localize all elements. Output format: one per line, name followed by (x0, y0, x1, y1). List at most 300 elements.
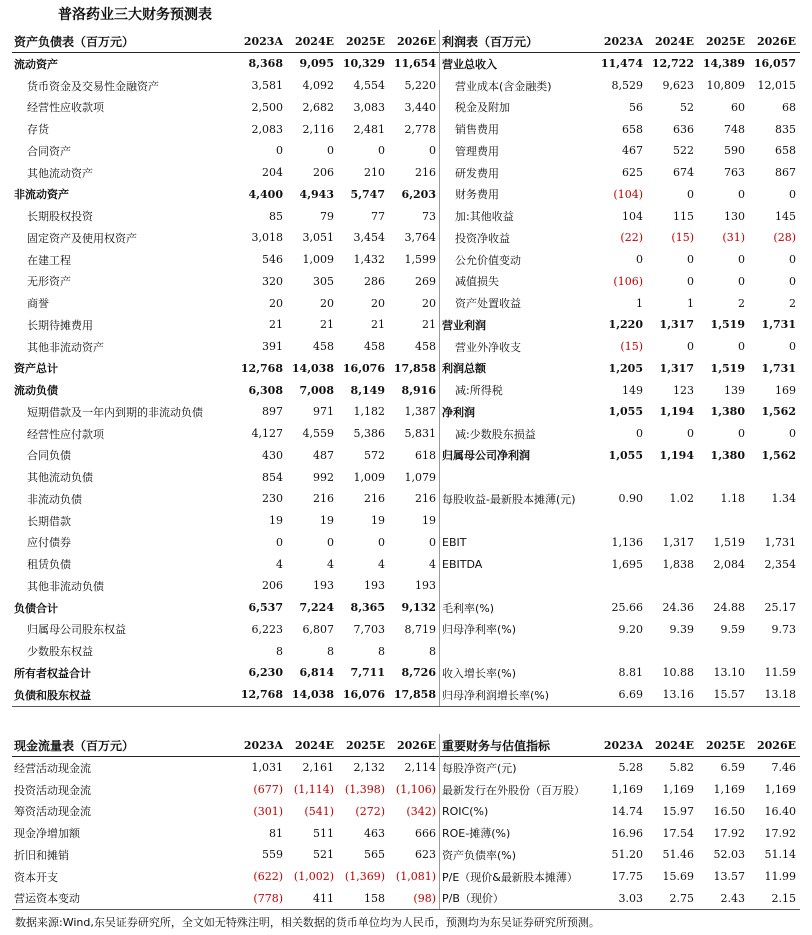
income-statement-cell (596, 466, 647, 488)
income-statement-cell: 0 (738, 427, 745, 441)
income-statement-row (440, 640, 800, 662)
cash-flow-cell: (1,106) (395, 783, 436, 797)
key-ratios-cell: 2.15 (771, 891, 796, 905)
key-ratios-cell: 14.74 (611, 804, 643, 818)
balance-sheet-row (12, 227, 440, 249)
cash-flow-table (12, 734, 440, 909)
balance-sheet-cell: 17,858 (393, 688, 436, 702)
key-ratios-cell: 1,169 (662, 783, 694, 797)
income-statement-cell: 0 (789, 274, 796, 288)
income-statement-cell (596, 575, 647, 597)
cash-flow-cell: 158 (364, 891, 385, 905)
income-statement-cell: 8,529 (611, 79, 643, 93)
balance-sheet-row (12, 336, 440, 358)
balance-sheet-row-label: 流动资产 (14, 57, 58, 71)
cash-flow-cell: 565 (364, 848, 385, 862)
balance-sheet-cell: 206 (313, 166, 334, 180)
balance-sheet-row-label: 非流动负债 (27, 492, 82, 506)
income-statement-row-label: 减:所得税 (455, 384, 503, 398)
income-statement-cell: 1,562 (761, 448, 796, 462)
income-statement-cell (749, 575, 800, 597)
income-statement-row-label: 营业外净收支 (455, 340, 521, 354)
income-statement-row-label: 财务费用 (455, 188, 499, 202)
balance-sheet-cell: 19 (422, 514, 436, 528)
key-ratios-cell: 5.82 (669, 761, 694, 775)
balance-sheet-cell: 1,432 (353, 253, 385, 267)
balance-sheet-cell: 2,778 (404, 122, 436, 136)
income-statement-cell: 13.16 (662, 688, 694, 702)
income-statement-cell: 1,317 (659, 318, 694, 332)
balance-sheet-row (12, 53, 440, 75)
column-divider-top (439, 30, 440, 706)
balance-sheet-row-label: 长期待摊费用 (27, 318, 93, 332)
income-statement-cell: 14,389 (702, 57, 745, 71)
balance-sheet-cell: 3,440 (404, 100, 436, 114)
income-statement-row (440, 271, 800, 293)
balance-sheet-cell: 9,095 (299, 57, 334, 71)
income-statement-row (440, 314, 800, 336)
balance-sheet-cell: 6,230 (248, 666, 283, 680)
key-ratios-cell: 17.92 (764, 826, 796, 840)
cash-flow-row (12, 822, 440, 844)
income-statement-cell: 24.36 (662, 601, 694, 615)
balance-sheet-row-label: 无形资产 (27, 275, 71, 289)
balance-sheet-row (12, 271, 440, 293)
income-statement-cell: 10,809 (706, 79, 745, 93)
balance-sheet-cell: 4 (429, 557, 436, 571)
balance-sheet-row (12, 118, 440, 140)
income-statement-cell: 467 (622, 144, 643, 158)
income-statement-cell: 1,220 (608, 318, 643, 332)
cash-flow-cell: (622) (253, 870, 283, 884)
income-statement-cell: 658 (775, 144, 796, 158)
income-statement-cell: 0 (789, 187, 796, 201)
balance-sheet-cell: 430 (262, 448, 283, 462)
cash-flow-cell: 2,114 (404, 761, 436, 775)
income-statement-row-label: 资产处置收益 (455, 297, 521, 311)
income-statement-cell: 115 (673, 209, 694, 223)
balance-sheet-cell: 7,224 (299, 601, 334, 615)
cash-flow-row (12, 757, 440, 779)
cash-flow-row (12, 844, 440, 866)
income-statement-cell: 1,194 (659, 405, 694, 419)
income-statement-cell: 68 (782, 100, 796, 114)
cash-flow-header-title: 现金流量表（百万元） (12, 734, 236, 757)
balance-sheet-cell: 4,127 (251, 427, 283, 441)
income-statement-cell: 1,731 (761, 361, 796, 375)
key-ratios-cell: 51.14 (764, 848, 796, 862)
key-ratios-year-header: 2025E (698, 734, 749, 757)
income-statement-cell: 1,731 (761, 318, 796, 332)
income-statement-cell: (15) (620, 340, 643, 354)
income-statement-cell: 2 (789, 296, 796, 310)
income-statement-cell: 1 (636, 296, 643, 310)
income-statement-cell: 658 (622, 122, 643, 136)
income-statement-row (440, 401, 800, 423)
income-statement-cell (698, 466, 749, 488)
income-statement-cell: 1,731 (764, 535, 796, 549)
key-ratios-cell: 16.96 (611, 826, 643, 840)
balance-sheet-row-label: 归属母公司股东权益 (27, 623, 126, 637)
income-statement-row-label: 归母净利率(%) (442, 623, 517, 637)
income-statement-row-label (440, 640, 596, 662)
cash-flow-row-label: 资本开支 (14, 870, 58, 884)
balance-sheet-row-label: 其他非流动负债 (27, 579, 104, 593)
income-statement-cell: 0 (789, 253, 796, 267)
balance-sheet-cell: 8,726 (401, 666, 436, 680)
income-statement-cell: 60 (731, 100, 745, 114)
income-statement-cell: 1,205 (608, 361, 643, 375)
balance-sheet-cell: 572 (364, 448, 385, 462)
balance-sheet-row-label: 其他流动负债 (27, 471, 93, 485)
balance-sheet-cell: 4,554 (353, 79, 385, 93)
cash-flow-row (12, 779, 440, 801)
income-statement-cell: 590 (724, 144, 745, 158)
balance-sheet-cell: 0 (276, 144, 283, 158)
balance-sheet-cell: 305 (313, 274, 334, 288)
balance-sheet-row-label: 商誉 (27, 297, 49, 311)
balance-sheet-cell: 17,858 (393, 361, 436, 375)
income-statement-row (440, 53, 800, 75)
income-statement-cell: 12,722 (651, 57, 694, 71)
cash-flow-cell: (778) (253, 891, 283, 905)
balance-sheet-row (12, 379, 440, 401)
income-statement-row-label: 归属母公司净利润 (442, 449, 530, 463)
balance-sheet-cell: 971 (313, 405, 334, 419)
income-statement-cell: 674 (673, 166, 694, 180)
balance-sheet-cell: 3,454 (353, 231, 385, 245)
income-statement-row-label: 减:少数股东损益 (455, 427, 536, 441)
income-statement-cell: 0 (687, 187, 694, 201)
balance-sheet-cell: 6,807 (302, 622, 334, 636)
balance-sheet-cell: 9,132 (401, 601, 436, 615)
key-ratios-cell: 2.43 (720, 891, 745, 905)
balance-sheet-cell: 6,203 (401, 187, 436, 201)
cash-flow-year-header: 2025E (338, 734, 389, 757)
balance-sheet-row (12, 205, 440, 227)
cash-flow-cell: 511 (313, 826, 334, 840)
income-statement-cell: 1.18 (720, 492, 745, 506)
cash-flow-row (12, 866, 440, 888)
balance-sheet-cell: 21 (320, 318, 334, 332)
balance-sheet-cell: 20 (269, 296, 283, 310)
income-statement-cell: 1,695 (611, 557, 643, 571)
balance-sheet-row-label: 租赁负债 (27, 558, 71, 572)
cash-flow-row-label: 营运资本变动 (14, 892, 80, 906)
income-statement-header-row (440, 30, 800, 53)
key-ratios-year-header: 2026E (749, 734, 800, 757)
income-statement-row-label: 管理费用 (455, 144, 499, 158)
income-statement-cell: (28) (773, 231, 796, 245)
income-statement-row (440, 292, 800, 314)
balance-sheet-cell: 2,481 (353, 122, 385, 136)
income-statement-cell: 0 (687, 340, 694, 354)
balance-sheet-row-label: 经营性应收款项 (27, 101, 104, 115)
income-statement-cell: 149 (622, 383, 643, 397)
balance-sheet-row-label: 合同负债 (27, 449, 71, 463)
cash-flow-cell: (342) (406, 804, 436, 818)
income-statement-cell: (106) (613, 274, 643, 288)
balance-sheet-cell: 0 (327, 535, 334, 549)
income-statement-year-header: 2026E (749, 30, 800, 53)
income-statement-cell (647, 640, 698, 662)
income-statement-row (440, 358, 800, 380)
balance-sheet-cell: 992 (313, 470, 334, 484)
balance-sheet-cell: 20 (320, 296, 334, 310)
cash-flow-row-label: 折旧和摊销 (14, 848, 69, 862)
balance-sheet-cell: 6,308 (248, 383, 283, 397)
cash-flow-year-header: 2026E (389, 734, 440, 757)
key-ratios-row (440, 888, 800, 910)
cash-flow-row-label: 筹资活动现金流 (14, 805, 91, 819)
key-ratios-row-label: 资产负债率(%) (442, 848, 517, 862)
balance-sheet-cell: 5,831 (404, 427, 436, 441)
balance-sheet-cell: 8 (429, 644, 436, 658)
cash-flow-cell: 411 (313, 891, 334, 905)
income-statement-cell: 1,194 (659, 448, 694, 462)
cash-flow-cell: (1,081) (395, 870, 436, 884)
balance-sheet-cell: 193 (415, 579, 436, 593)
balance-sheet-row (12, 510, 440, 532)
income-statement-cell: 9.59 (720, 622, 745, 636)
balance-sheet-cell: 193 (364, 579, 385, 593)
cash-flow-year-header: 2023A (236, 734, 287, 757)
income-statement-cell: 748 (724, 122, 745, 136)
income-statement-cell (698, 640, 749, 662)
key-ratios-row-label: ROE-摊薄(%) (442, 827, 511, 841)
balance-sheet-cell: 12,768 (240, 361, 283, 375)
balance-sheet-row (12, 684, 440, 706)
balance-sheet-cell: 3,051 (302, 231, 334, 245)
income-statement-cell: 13.10 (713, 666, 745, 680)
balance-sheet-cell: 79 (320, 209, 334, 223)
income-statement-cell: 130 (724, 209, 745, 223)
cash-flow-cell: (1,002) (293, 870, 334, 884)
cash-flow-cell: 2,132 (353, 761, 385, 775)
income-statement-cell: 522 (673, 144, 694, 158)
income-statement-cell: 0 (738, 274, 745, 288)
balance-sheet-row (12, 75, 440, 97)
income-statement-cell: 2 (738, 296, 745, 310)
income-statement-cell: 867 (775, 166, 796, 180)
balance-sheet-cell: 16,076 (342, 361, 385, 375)
income-statement-cell (647, 575, 698, 597)
income-statement-year-header: 2023A (596, 30, 647, 53)
income-statement-row-label: 利润总额 (442, 362, 486, 376)
cash-flow-cell: 1,031 (251, 761, 283, 775)
cash-flow-row (12, 888, 440, 910)
balance-sheet-cell: 6,537 (248, 601, 283, 615)
income-statement-row (440, 379, 800, 401)
balance-sheet-row (12, 249, 440, 271)
cash-flow-cell: (1,114) (293, 783, 334, 797)
income-statement-year-header: 2024E (647, 30, 698, 53)
balance-sheet-cell: 0 (327, 144, 334, 158)
income-statement-cell: 1,562 (761, 405, 796, 419)
balance-sheet-row (12, 575, 440, 597)
income-statement-row (440, 162, 800, 184)
balance-sheet-cell: 230 (262, 492, 283, 506)
cash-flow-cell: 623 (415, 848, 436, 862)
balance-sheet-cell: 216 (415, 166, 436, 180)
income-statement-cell (749, 510, 800, 532)
balance-sheet-cell: 4 (276, 557, 283, 571)
income-statement-cell: 1,519 (710, 361, 745, 375)
income-statement-cell: 25.66 (611, 601, 643, 615)
balance-sheet-year-header: 2025E (338, 30, 389, 53)
income-statement-cell: 2,084 (713, 557, 745, 571)
key-ratios-row-label: P/B（现价） (442, 892, 504, 906)
income-statement-cell: 9,623 (662, 79, 694, 93)
balance-sheet-cell: 8,368 (248, 57, 283, 71)
balance-sheet-cell: 1,387 (404, 405, 436, 419)
income-statement-row (440, 227, 800, 249)
income-statement-cell (749, 640, 800, 662)
balance-sheet-cell: 391 (262, 340, 283, 354)
income-statement-row-label: 营业利润 (442, 318, 486, 332)
income-statement-cell: 0 (687, 274, 694, 288)
balance-sheet-cell: 7,703 (353, 622, 385, 636)
income-statement-cell: (31) (722, 231, 745, 245)
balance-sheet-cell: 14,038 (291, 361, 334, 375)
income-statement-cell: 104 (622, 209, 643, 223)
balance-sheet-cell: 2,682 (302, 100, 334, 114)
income-statement-cell: 8.81 (618, 666, 643, 680)
balance-sheet-row-label: 经营性应付款项 (27, 427, 104, 441)
balance-sheet-cell: 216 (415, 492, 436, 506)
key-ratios-cell: 15.69 (662, 870, 694, 884)
balance-sheet-cell: 0 (276, 535, 283, 549)
balance-sheet-row (12, 619, 440, 641)
balance-sheet-cell: 3,083 (353, 100, 385, 114)
income-statement-row-label: 营业总收入 (442, 57, 497, 71)
income-statement-cell: 1.02 (669, 492, 694, 506)
income-statement-cell: 12,015 (757, 79, 796, 93)
income-statement-row-label: 公允价值变动 (455, 253, 521, 267)
income-statement-row (440, 336, 800, 358)
balance-sheet-cell: 897 (262, 405, 283, 419)
balance-sheet-row-label: 其他非流动资产 (27, 340, 104, 354)
balance-sheet-row-label: 流动负债 (14, 384, 58, 398)
balance-sheet-cell: 3,764 (404, 231, 436, 245)
income-statement-row-label: 加:其他收益 (455, 210, 514, 224)
balance-sheet-row-label: 长期股权投资 (27, 210, 93, 224)
income-statement-cell: 0 (738, 187, 745, 201)
key-ratios-cell: 16.40 (764, 804, 796, 818)
balance-sheet-row-label: 应付债券 (27, 536, 71, 550)
income-statement-cell: 139 (724, 383, 745, 397)
income-statement-cell (647, 466, 698, 488)
balance-sheet-row-label: 负债和股东权益 (14, 688, 91, 702)
income-statement-row (440, 249, 800, 271)
key-ratios-table (440, 734, 800, 909)
key-ratios-cell: 16.50 (713, 804, 745, 818)
income-statement-row-label: 净利润 (442, 405, 475, 419)
balance-sheet-cell: 14,038 (291, 688, 334, 702)
key-ratios-cell: 1,169 (611, 783, 643, 797)
income-statement-cell: (22) (620, 231, 643, 245)
key-ratios-cell: 15.97 (662, 804, 694, 818)
balance-sheet-table (12, 30, 440, 706)
balance-sheet-cell: 0 (429, 535, 436, 549)
balance-sheet-cell: 487 (313, 448, 334, 462)
balance-sheet-row-label: 固定资产及使用权资产 (27, 231, 137, 245)
balance-sheet-cell: 546 (262, 253, 283, 267)
balance-sheet-cell: 10,329 (342, 57, 385, 71)
balance-sheet-cell: 8,719 (404, 622, 436, 636)
balance-sheet-cell: 8,916 (401, 383, 436, 397)
income-statement-cell: 6.69 (618, 688, 643, 702)
balance-sheet-cell: 204 (262, 166, 283, 180)
key-ratios-cell: 3.03 (618, 891, 643, 905)
balance-sheet-cell: 12,768 (240, 688, 283, 702)
key-ratios-row (440, 866, 800, 888)
cash-flow-row (12, 801, 440, 823)
income-statement-cell: 0 (687, 253, 694, 267)
balance-sheet-year-header: 2026E (389, 30, 440, 53)
income-statement-row (440, 510, 800, 532)
balance-sheet-cell: 458 (415, 340, 436, 354)
balance-sheet-row-label: 资产总计 (14, 362, 58, 376)
income-statement-row-label: EBIT (442, 535, 467, 549)
income-statement-cell: 0.90 (618, 492, 643, 506)
balance-sheet-row (12, 184, 440, 206)
balance-sheet-row (12, 488, 440, 510)
balance-sheet-cell: 8,365 (350, 601, 385, 615)
income-statement-cell: 56 (629, 100, 643, 114)
cash-flow-cell: 521 (313, 848, 334, 862)
income-statement-cell (596, 510, 647, 532)
balance-sheet-row-label: 其他流动资产 (27, 166, 93, 180)
income-statement-cell: 1,055 (608, 448, 643, 462)
income-statement-row (440, 575, 800, 597)
income-statement-cell: 145 (775, 209, 796, 223)
income-statement-cell: 10.88 (662, 666, 694, 680)
income-statement-cell: 1,380 (710, 448, 745, 462)
balance-sheet-cell: 1,079 (404, 470, 436, 484)
balance-sheet-cell: 618 (415, 448, 436, 462)
income-statement-cell: 1,519 (710, 318, 745, 332)
income-statement-cell: 11,474 (600, 57, 643, 71)
key-ratios-row-label: ROIC(%) (442, 804, 489, 818)
balance-sheet-row-label: 非流动资产 (14, 188, 69, 202)
balance-sheet-row (12, 97, 440, 119)
balance-sheet-cell: 269 (415, 274, 436, 288)
income-statement-row-label (440, 466, 596, 488)
income-statement-cell: 636 (673, 122, 694, 136)
balance-sheet-cell: 7,008 (299, 383, 334, 397)
balance-sheet-row (12, 532, 440, 554)
income-statement-cell: 1,136 (611, 535, 643, 549)
income-statement-cell: 1,380 (710, 405, 745, 419)
income-statement-cell: 1,519 (713, 535, 745, 549)
balance-sheet-row (12, 162, 440, 184)
balance-sheet-cell: 0 (429, 144, 436, 158)
key-ratios-row (440, 822, 800, 844)
key-ratios-row (440, 757, 800, 779)
balance-sheet-cell: 21 (269, 318, 283, 332)
balance-sheet-cell: 286 (364, 274, 385, 288)
cash-flow-row-label: 经营活动现金流 (14, 761, 91, 775)
income-statement-cell (698, 510, 749, 532)
key-ratios-cell: 1,169 (713, 783, 745, 797)
balance-sheet-cell: 0 (378, 535, 385, 549)
balance-sheet-cell: 85 (269, 209, 283, 223)
cash-flow-cell: (1,369) (344, 870, 385, 884)
income-statement-row-label: 毛利率(%) (442, 601, 495, 615)
balance-sheet-cell: 11,654 (393, 57, 436, 71)
balance-sheet-cell: 854 (262, 470, 283, 484)
